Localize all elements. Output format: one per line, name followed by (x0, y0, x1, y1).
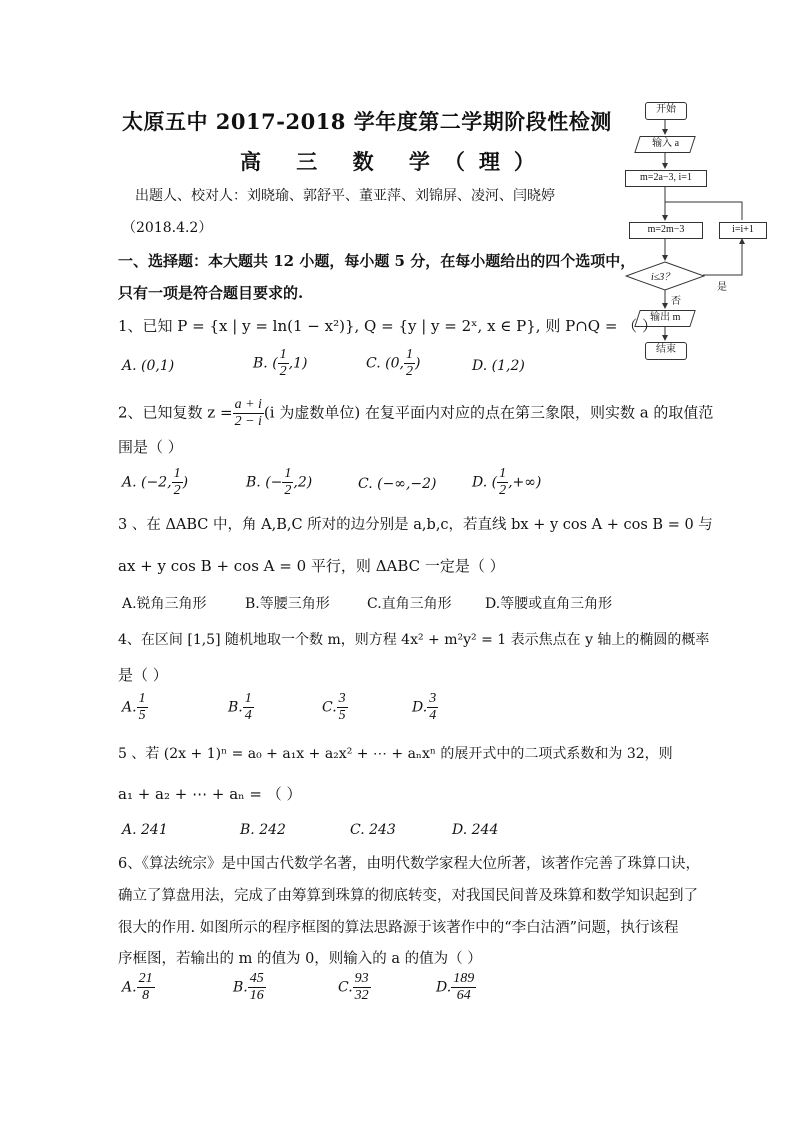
q6-d-pre: D. (436, 979, 452, 996)
q2-b-den: 2 (284, 483, 292, 498)
q2-d-num: 1 (499, 466, 507, 481)
q2-option-b (246, 467, 312, 498)
q1-b-pre: B. ( (253, 355, 278, 372)
q4-a-pre: A. (122, 699, 137, 716)
q3-stem-line2: ax + y cos B + cos A = 0 平行，则 ΔABC 一定是（ ） (118, 557, 505, 575)
page-title: 太原五中 2017-2018 学年度第二学期阶段性检测 (122, 109, 612, 134)
q2-a-den: 2 (173, 483, 181, 498)
q2-frac-num: a + i (234, 397, 262, 412)
q2-stem-post: (i 为虚数单位) 在复平面内对应的点在第三象限，则实数 a 的取值范 (263, 403, 714, 422)
q1-b-post: ,1) (288, 355, 308, 372)
flowchart-condition: i≤3？ (651, 272, 675, 283)
q4-d-pre: D. (412, 699, 428, 716)
q2-stem-line1 (118, 398, 713, 429)
flowchart-start: 开始 (645, 102, 687, 120)
flowchart-end: 结束 (645, 342, 687, 360)
q1-b-den: 2 (279, 364, 287, 379)
q6-option-b (233, 972, 266, 1003)
q4-c-pre: C. (322, 699, 337, 716)
q6-a-pre: A. (122, 979, 137, 996)
q4-a-frac (137, 692, 148, 723)
page-subtitle: 高 三 数 学（理） (240, 149, 549, 174)
q1-c-den: 2 (405, 364, 413, 379)
q2-d-frac (497, 467, 508, 498)
q2-b-post: ,2) (293, 474, 313, 491)
q5-stem-line2: a₁ + a₂ + ⋯ + aₙ = （ ） (118, 785, 302, 803)
q4-a-den: 5 (138, 708, 146, 723)
q5-option-a: A. 241 (122, 822, 168, 838)
q1-c-pre: C. (0, (366, 355, 404, 372)
q6-option-a (122, 972, 155, 1003)
q6-c-den: 32 (354, 988, 369, 1003)
q4-d-num: 3 (429, 691, 437, 706)
q6-b-num: 45 (249, 971, 264, 986)
q3-option-c: C.直角三角形 (367, 596, 452, 612)
q2-option-a (122, 467, 188, 498)
flowchart-input (634, 136, 696, 153)
q4-c-den: 5 (338, 708, 346, 723)
q4-d-den: 4 (429, 708, 437, 723)
q2-b-num: 1 (284, 466, 292, 481)
flowchart-init: m=2a−3, i=1 (625, 170, 707, 187)
q1-option-b (253, 348, 307, 379)
q4-option-b (228, 692, 254, 723)
q4-d-frac (427, 692, 438, 723)
q4-stem-line1: 4、在区间 [1,5] 随机地取一个数 m，则方程 4x² + m²y² = 1 表示焦点在 y 轴上的椭圆的概率 (118, 632, 710, 648)
q6-b-frac (248, 972, 266, 1003)
q6-d-den: 64 (456, 988, 471, 1003)
q5-option-d: D. 244 (452, 822, 499, 838)
q2-frac (233, 398, 264, 429)
q2-option-d (472, 467, 541, 498)
q4-b-pre: B. (228, 699, 243, 716)
q1-c-frac (404, 348, 415, 379)
flowchart-input-label: 输入 a (651, 138, 679, 149)
authors-line: 出题人、校对人：刘晓瑜、郭舒平、董亚萍、刘锦屏、凌河、闫晓婷 (135, 188, 555, 204)
q2-stem-pre: 2、已知复数 z = (118, 403, 233, 422)
q6-b-den: 16 (249, 988, 264, 1003)
q2-b-frac (282, 467, 293, 498)
q5-stem-line1: 5 、若 (2x + 1)ⁿ = a₀ + a₁x + a₂x² + ⋯ + aₙxⁿ 的展开式中的二项式系数和为 32，则 (118, 746, 673, 762)
q6-c-pre: C. (338, 979, 353, 996)
q6-b-pre: B. (233, 979, 248, 996)
q5-option-c: C. 243 (350, 822, 396, 838)
q2-a-post: ) (182, 474, 189, 491)
q2-stem-line2: 围是（ ） (118, 438, 183, 456)
q6-c-num: 93 (354, 971, 369, 986)
q6-stem-line2: 确立了算盘用法，完成了由筹算到珠算的彻底转变，对我国民间普及珠算和数学知识起到了 (118, 888, 698, 904)
q4-option-c (322, 692, 348, 723)
q6-option-d (436, 972, 476, 1003)
q4-c-num: 3 (338, 691, 346, 706)
q6-stem-line1: 6、《算法统宗》是中国古代数学名著，由明代数学家程大位所著，该著作完善了珠算口诀， (118, 856, 700, 872)
q2-frac-den: 2 − i (234, 414, 262, 429)
q1-option-d: D. (1,2) (472, 358, 525, 374)
q6-a-den: 8 (142, 988, 150, 1003)
q3-option-a: A.锐角三角形 (122, 596, 207, 612)
flowchart-output-label: 输出 m (650, 312, 681, 323)
q6-a-frac (137, 972, 155, 1003)
q4-b-den: 4 (244, 708, 252, 723)
q2-d-den: 2 (499, 483, 507, 498)
q6-c-frac (353, 972, 371, 1003)
q3-stem-line1: 3 、在 ΔABC 中，角 A,B,C 所对的边分别是 a,b,c，若直线 bx + y cos A + cos B = 0 与 (118, 517, 713, 533)
section-heading-line2: 只有一项是符合题目要求的. (118, 284, 304, 302)
q2-d-post: ,+∞) (508, 474, 542, 491)
flowchart-no-label: 否 (671, 296, 681, 307)
q2-b-pre: B. (− (246, 474, 283, 491)
q4-b-num: 1 (244, 691, 252, 706)
exam-date: （2018.4.2） (122, 220, 213, 236)
q2-option-c: C. (−∞,−2) (358, 476, 437, 492)
q6-d-num: 189 (453, 971, 475, 986)
q2-a-pre: A. (−2, (122, 474, 172, 491)
q6-d-frac (451, 972, 476, 1003)
flowchart-yes-label: 是 (717, 282, 727, 293)
q3-option-b: B.等腰三角形 (245, 596, 330, 612)
q6-option-c (338, 972, 371, 1003)
q4-b-frac (243, 692, 254, 723)
q4-option-d (412, 692, 438, 723)
q1-option-a: A. (0,1) (122, 358, 175, 374)
q1-option-c (366, 348, 420, 379)
q4-a-num: 1 (138, 691, 146, 706)
q2-a-frac (172, 467, 183, 498)
q2-a-num: 1 (173, 466, 181, 481)
q5-option-b: B. 242 (240, 822, 286, 838)
q1-b-frac (278, 348, 289, 379)
q4-option-a (122, 692, 148, 723)
q1-c-post: ) (414, 355, 421, 372)
q1-stem: 1、已知 P = {x | y = ln(1 − x²)}, Q = {y | y = 2ˣ, x ∈ P}, 则 P∩Q = （ ） (118, 317, 657, 335)
section-heading-line1: 一、选择题：本大题共 12 小题，每小题 5 分，在每小题给出的四个选项中， (118, 252, 636, 270)
q4-stem-line2: 是（ ） (118, 666, 168, 684)
q4-c-frac (337, 692, 348, 723)
q6-a-num: 21 (138, 971, 153, 986)
q6-stem-line4: 序框图，若输出的 m 的值为 0，则输入的 a 的值为（ ） (118, 951, 482, 967)
q3-option-d: D.等腰或直角三角形 (485, 596, 613, 612)
flowchart-update-m: m=2m−3 (629, 222, 703, 239)
q2-d-pre: D. ( (472, 474, 498, 491)
q1-b-num: 1 (279, 347, 287, 362)
flowchart-update-i: i=i+1 (719, 222, 767, 239)
q6-stem-line3: 很大的作用. 如图所示的程序框图的算法思路源于该著作中的“李白沽酒”问题，执行该程 (118, 920, 679, 936)
q1-c-num: 1 (405, 347, 413, 362)
